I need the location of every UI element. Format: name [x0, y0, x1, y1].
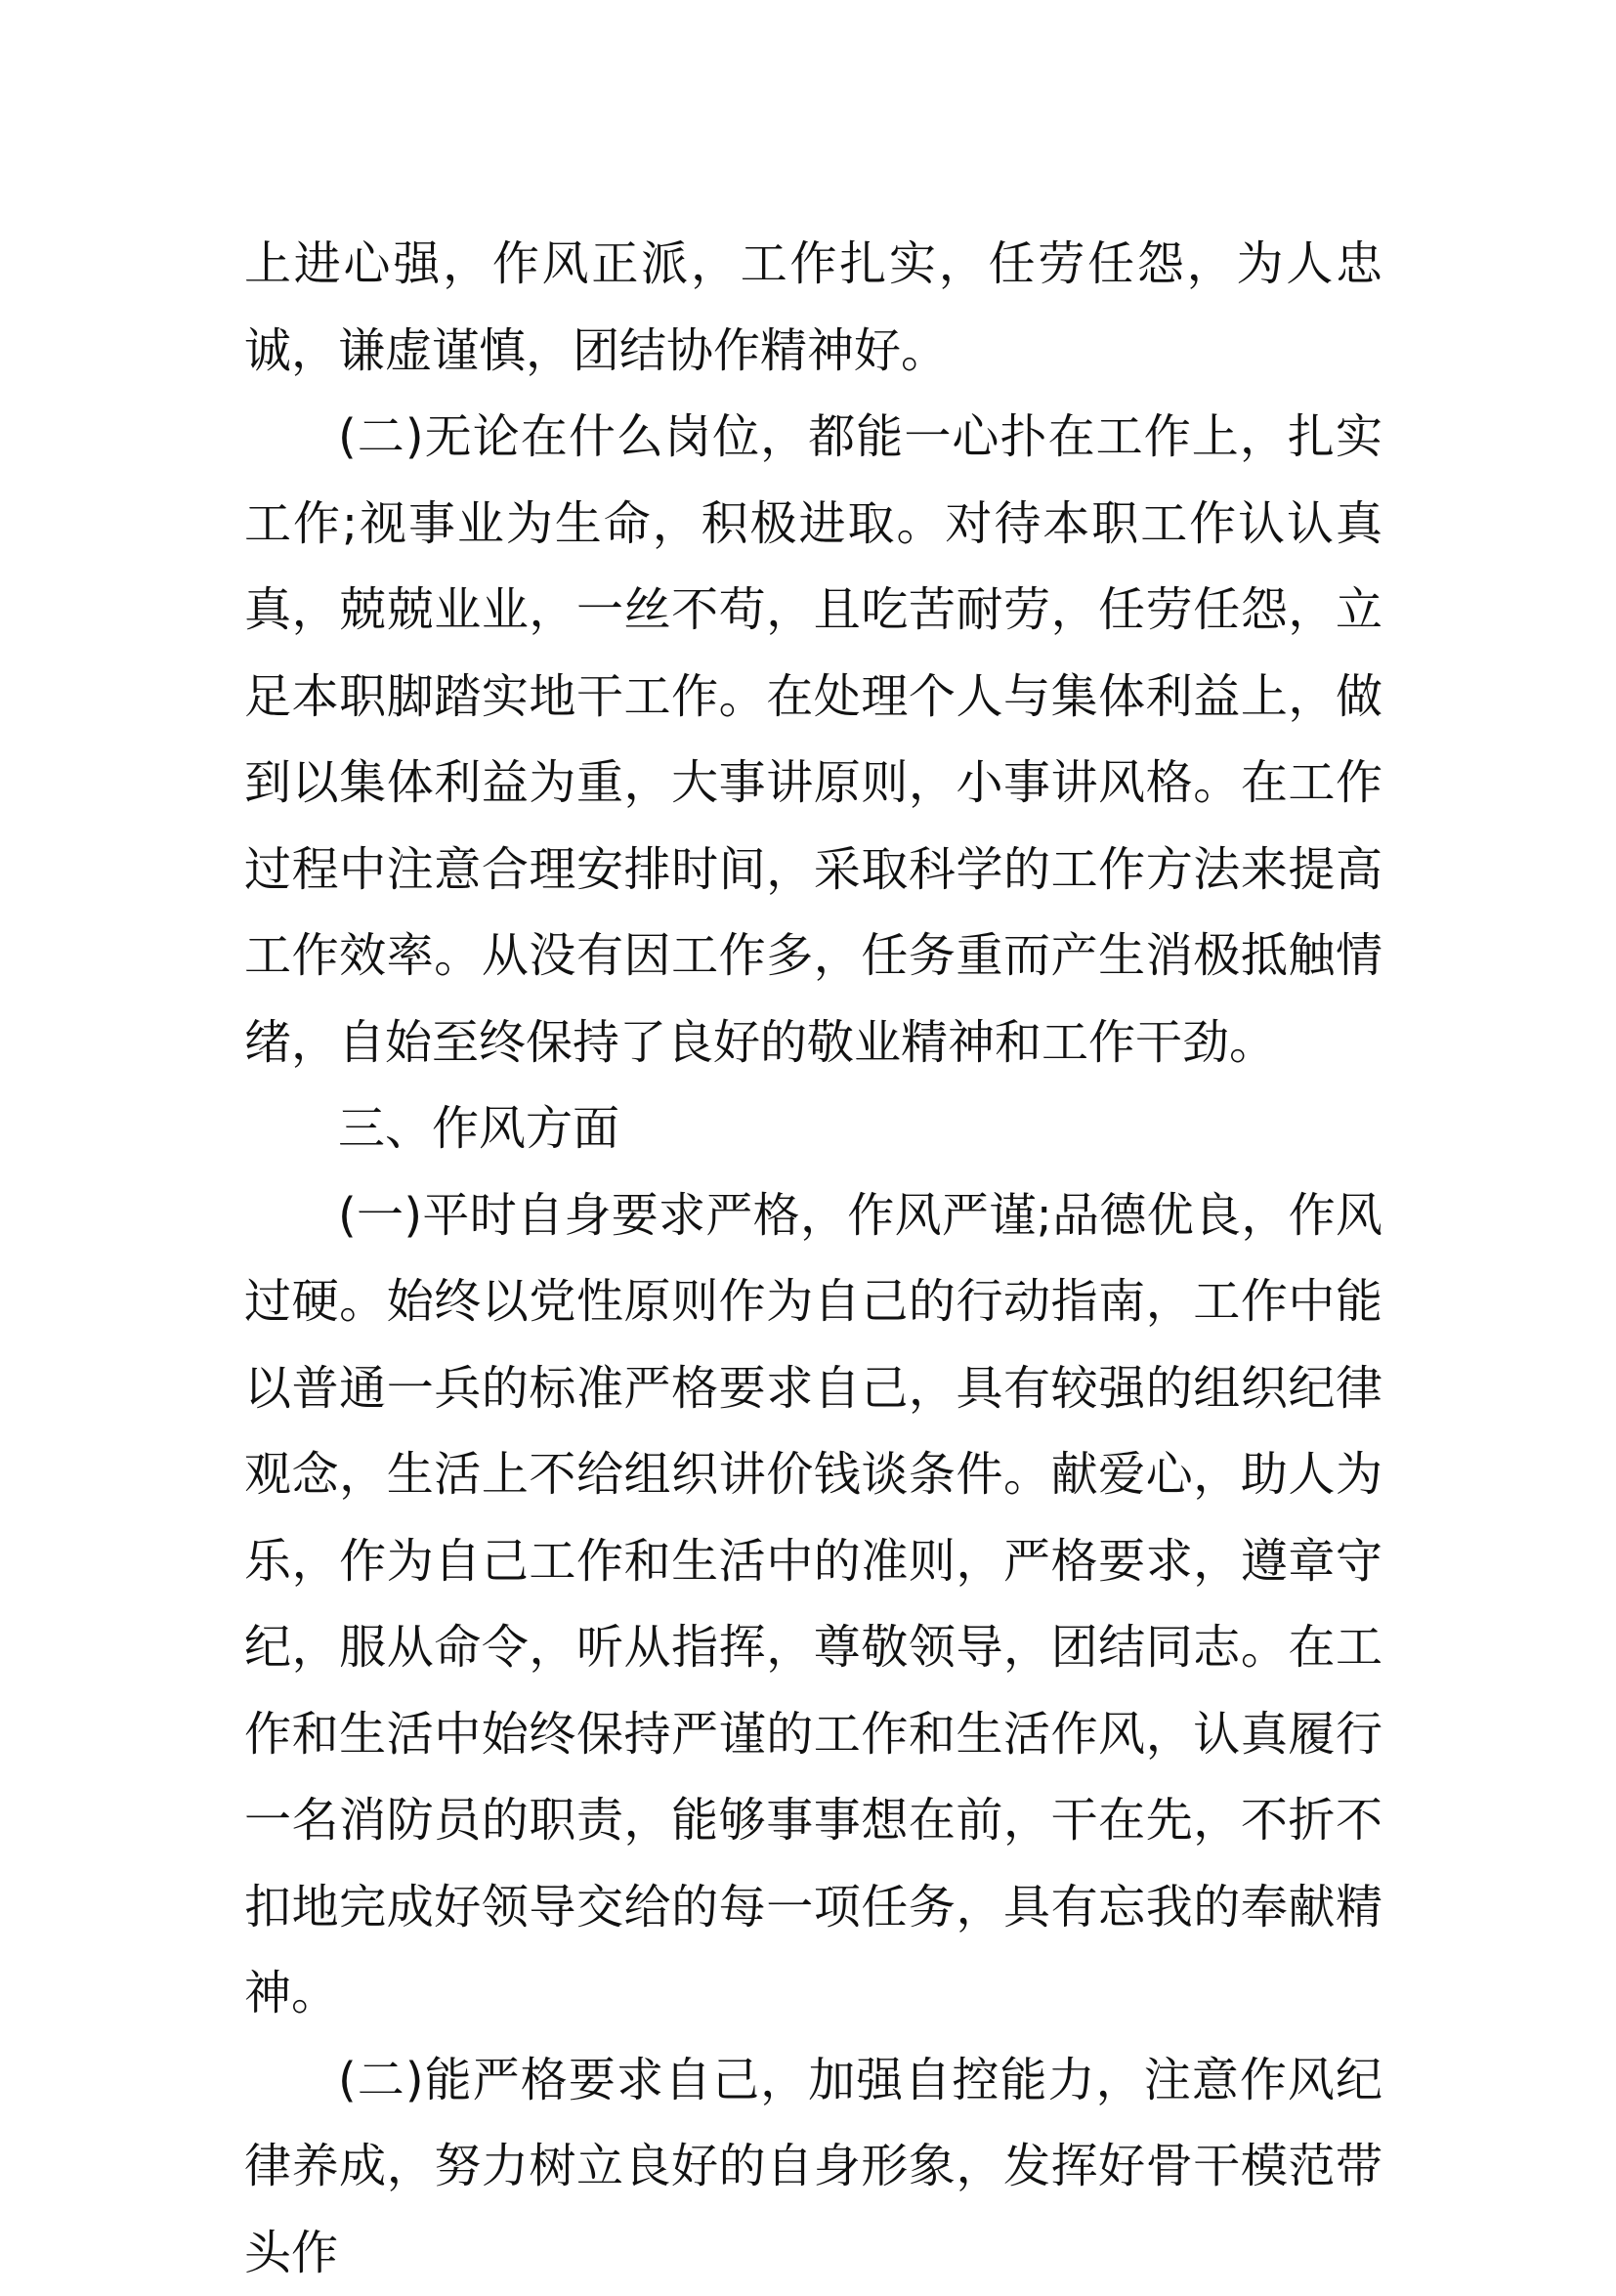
- section-heading-work-style: 三、作风方面: [244, 1085, 1382, 1172]
- paragraph-self-discipline: (一)平时自身要求严格，作风严谨;品德优良，作风过硬。始终以党性原则作为自己的行动指南，工作中能以普通一兵的标准严格要求自己，具有较强的组织纪律观念，生活上不给组织讲价钱谈条件。献爱心，助人为乐，作为自己工作和生活中的准则，严格要求，遵章守纪，服从命令，听从指挥，尊敬领导，团结同志。在工作和生活中始终保持严谨的工作和生活作风，认真履行一名消防员的职责，能够事事想在前，干在先，不折不扣地完成好领导交给的每一项任务，具有忘我的奉献精神。: [244, 1172, 1382, 2037]
- paragraph-self-control: (二)能严格要求自己，加强自控能力，注意作风纪律养成，努力树立良好的自身形象，发挥好骨干模范带头作: [244, 2037, 1382, 2296]
- paragraph-continued: 上进心强，作风正派，工作扎实，任劳任怨，为人忠诚，谦虚谨慎，团结协作精神好。: [244, 221, 1382, 394]
- paragraph-dedication: (二)无论在什么岗位，都能一心扑在工作上，扎实工作;视事业为生命，积极进取。对待本职工作认认真真，兢兢业业，一丝不苟，且吃苦耐劳，任劳任怨，立足本职脚踏实地干工作。在处理个人与集体利益上，做到以集体利益为重，大事讲原则，小事讲风格。在工作过程中注意合理安排时间，采取科学的工作方法来提高工作效率。从没有因工作多，任务重而产生消极抵触情绪，自始至终保持了良好的敬业精神和工作干劲。: [244, 394, 1382, 1085]
- document-body: [244, 221, 1382, 2296]
